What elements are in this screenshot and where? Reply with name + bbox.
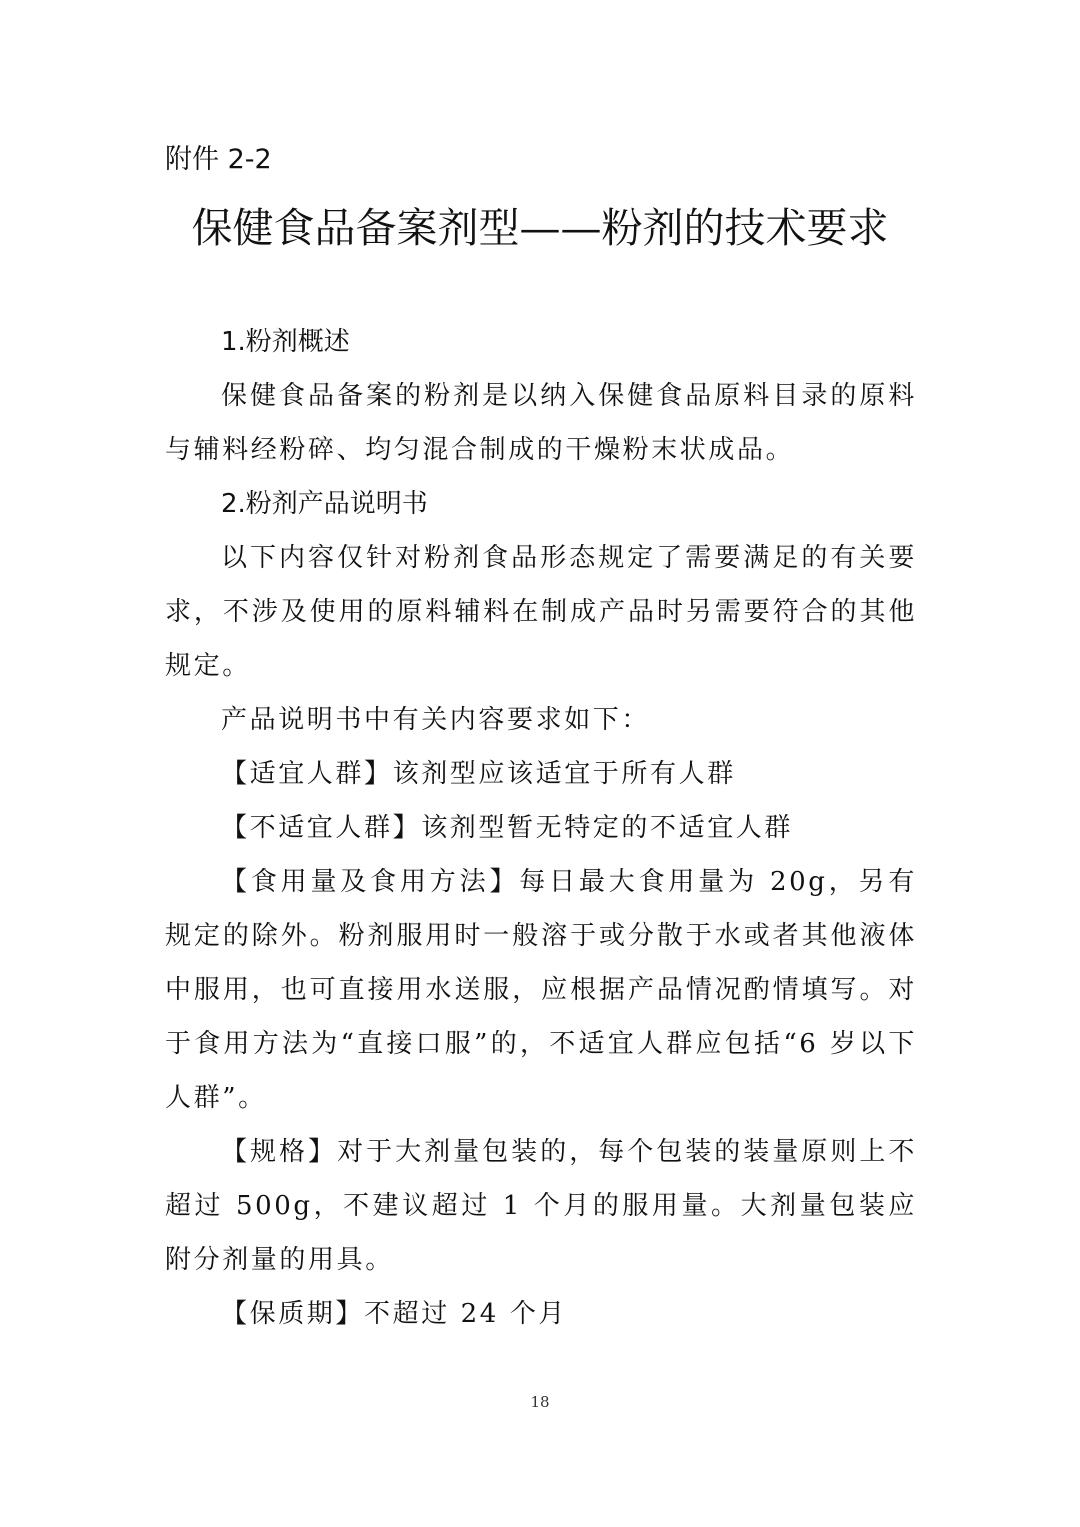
section-heading-overview: 1.粉剂概述 <box>221 327 350 357</box>
paragraph-unsuitable-population: 【不适宜人群】该剂型暂无特定的不适宜人群 <box>221 813 794 843</box>
page-number: 18 <box>530 1393 550 1411</box>
paragraph-suitable-population: 【适宜人群】该剂型应该适宜于所有人群 <box>221 759 736 789</box>
attachment-label: 附件 2-2 <box>165 144 272 175</box>
document-title: 保健食品备案剂型——粉剂的技术要求 <box>191 204 889 252</box>
paragraph-definition: 保健食品备案的粉剂是以纳入保健食品原料目录的原料与辅料经粉碎、均匀混合制成的干燥粉末状成品。 <box>165 381 917 465</box>
paragraph-specification: 【规格】对于大剂量包装的，每个包装的装量原则上不超过 500g，不建议超过 1 个月的服用量。大剂量包装应附分剂量的用具。 <box>165 1137 917 1275</box>
paragraph-dosage-method: 【食用量及食用方法】每日最大食用量为 20g，另有规定的除外。粉剂服用时一般溶于或分散于水或者其他液体中服用，也可直接用水送服，应根据产品情况酌情填写。对于食用方法为“直接口服”的，不适宜人群应包括“6 岁以下人群”。 <box>165 867 917 1113</box>
paragraph-requirements-intro: 产品说明书中有关内容要求如下： <box>221 705 651 735</box>
paragraph-scope: 以下内容仅针对粉剂食品形态规定了需要满足的有关要求，不涉及使用的原料辅料在制成产品时另需要符合的其他规定。 <box>165 543 917 681</box>
paragraph-shelf-life: 【保质期】不超过 24 个月 <box>221 1299 568 1329</box>
document-body <box>165 315 917 1341</box>
section-heading-instructions: 2.粉剂产品说明书 <box>221 489 428 519</box>
